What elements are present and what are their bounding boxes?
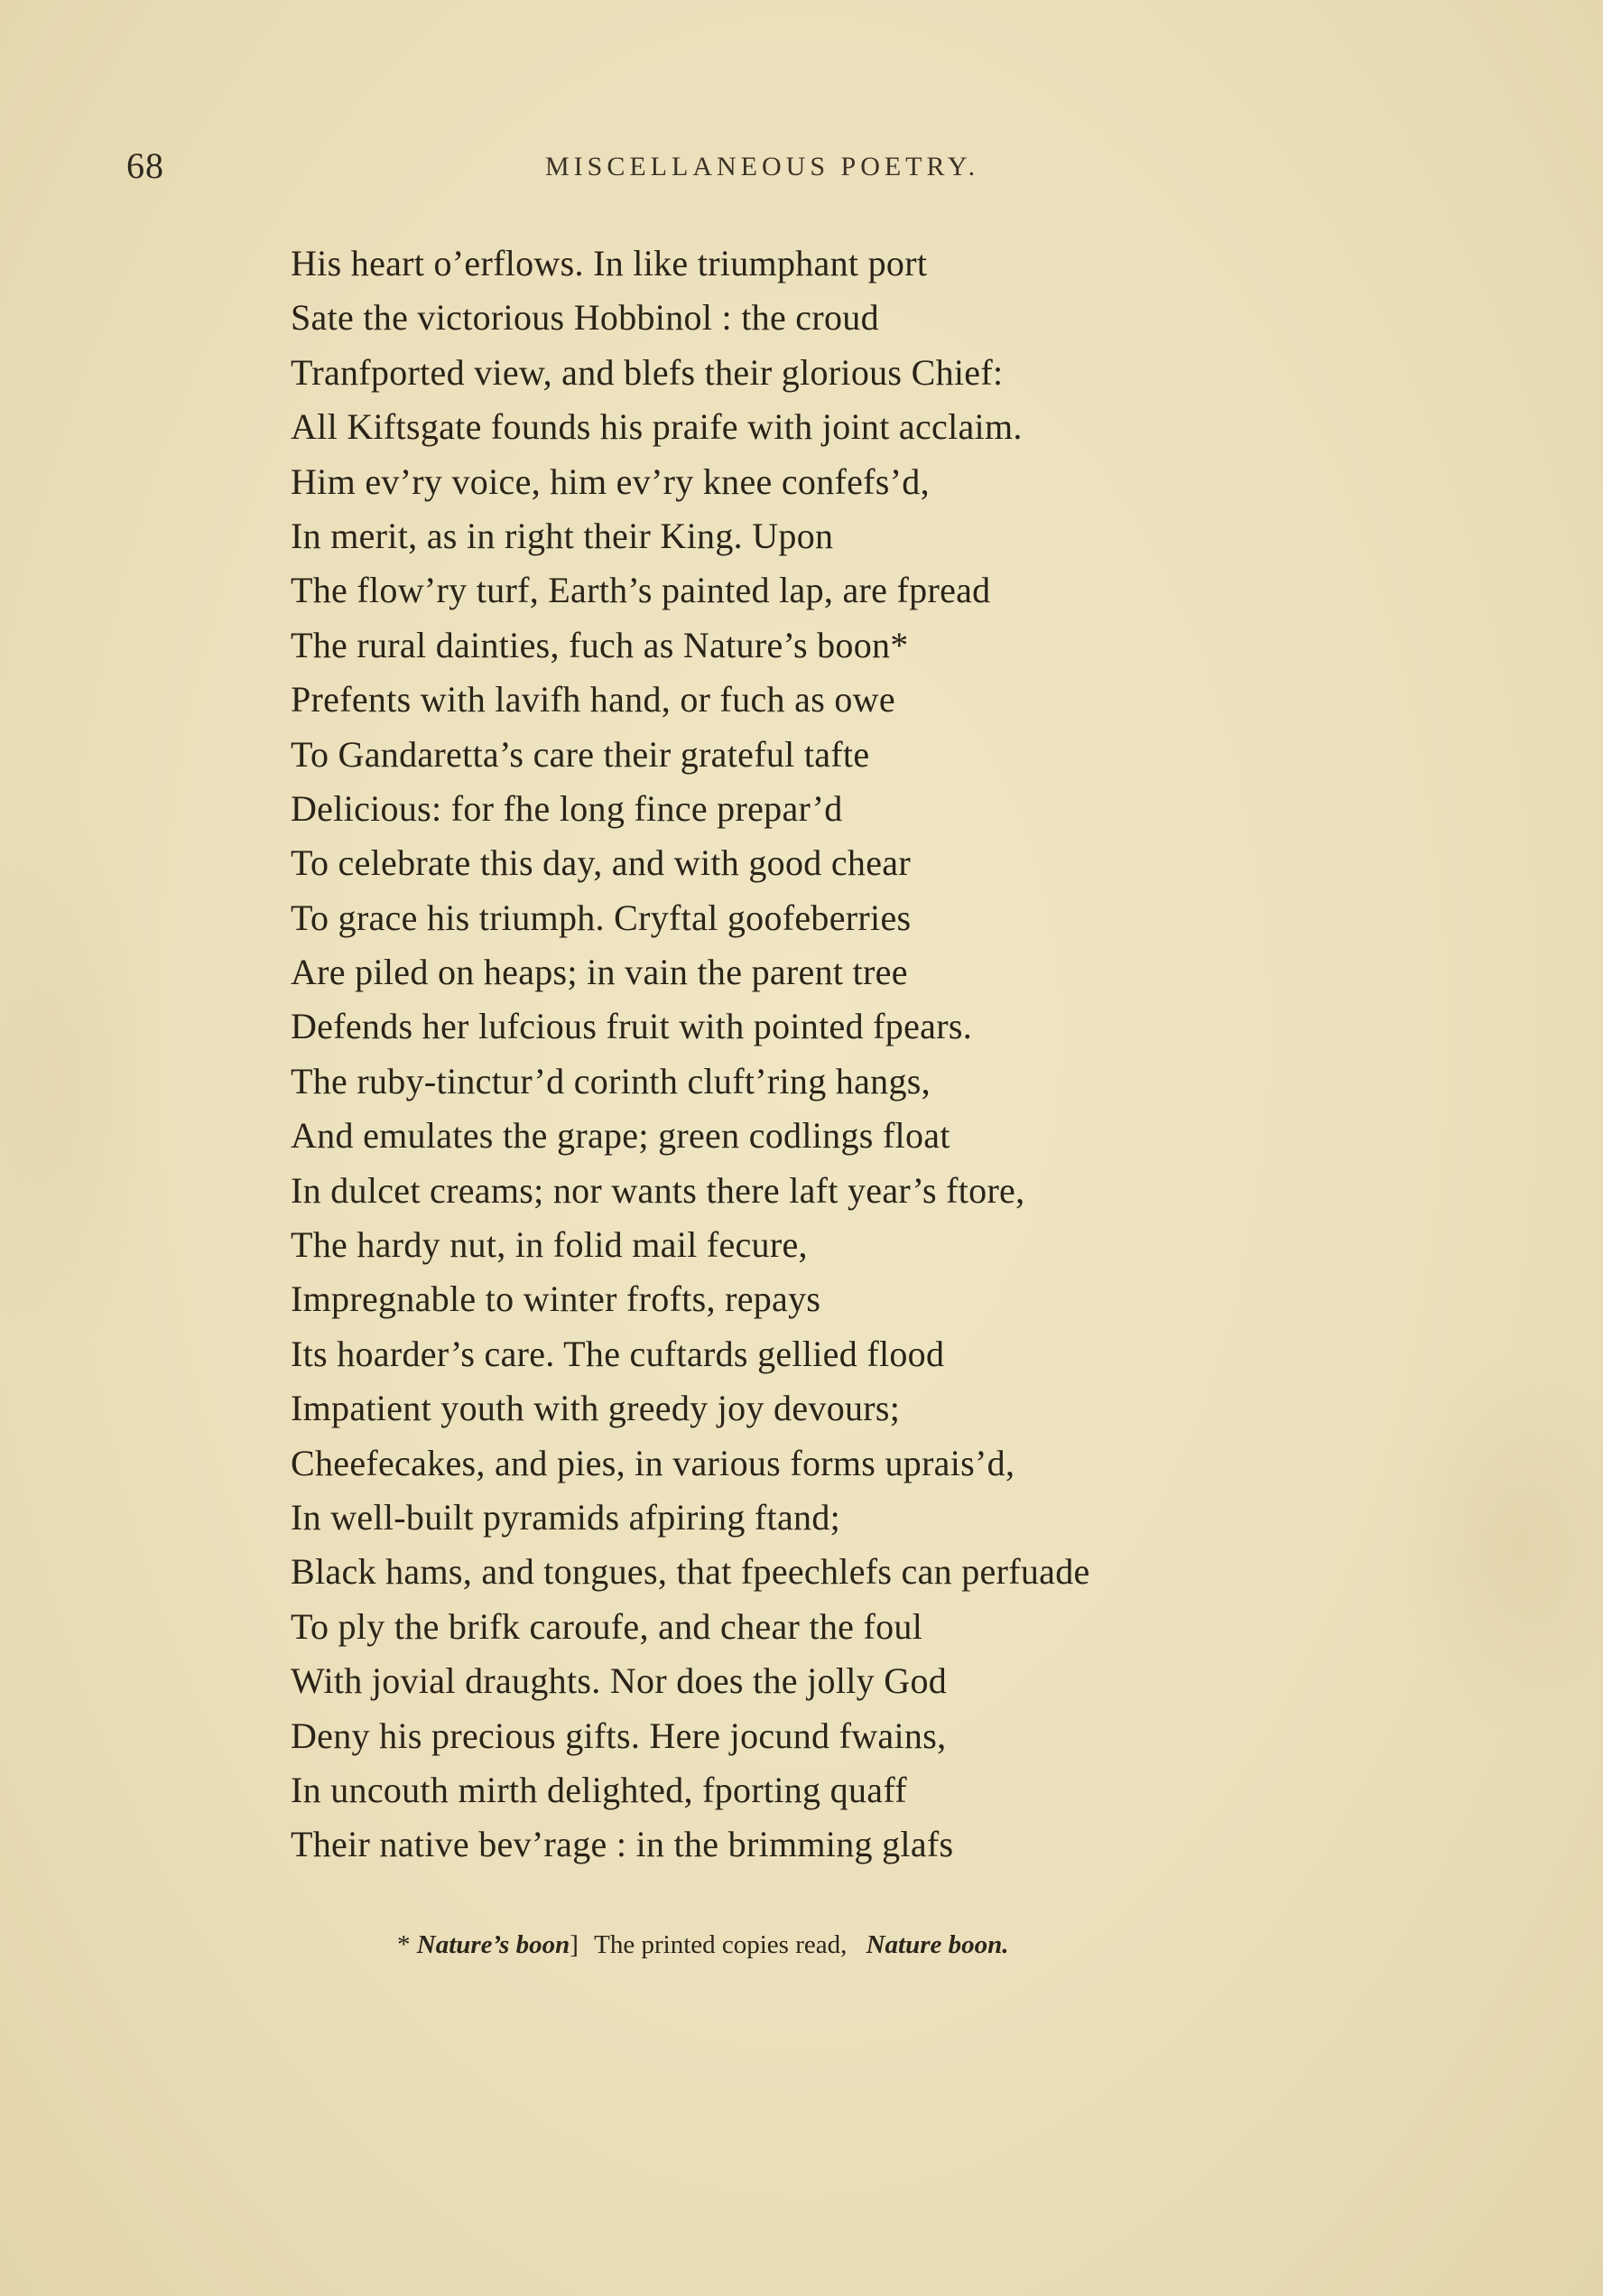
poem-line: To Gandaretta’s care their grateful tafte [291,733,870,775]
poem-line: Impregnable to winter frofts, repays [291,1278,821,1320]
poem-line: With jovial draughts. Nor does the jolly God [291,1660,948,1702]
poem-line: To grace his triumph. Cryftal goofeberries [291,897,912,938]
poem-line: In dulcet creams; nor wants there laft year’s ftore, [291,1169,1025,1211]
poem-line: Sate the victorious Hobbinol : the croud [291,297,879,339]
poem-line: Delicious: for fhe long fince prepar’d [291,787,843,829]
poem-line: In well-built pyramids afpiring ftand; [291,1496,841,1538]
poem-line: The rural dainties, fuch as Nature’s boon* [291,624,909,665]
poem-line: Prefents with lavifh hand, or fuch as owe [291,679,895,720]
footnote-bracket: ] [570,1930,579,1959]
footnote-lemma: Nature’s boon [416,1930,570,1959]
poem-line: Impatient youth with greedy joy devours; [291,1388,901,1429]
poem-line: In uncouth mirth delighted, fporting quaff [291,1769,907,1810]
poem-text [291,237,1090,1873]
running-head: MISCELLANEOUS POETRY. [545,152,980,181]
poem-line: Cheefecakes, and pies, in various forms uprais’d, [291,1442,1015,1483]
poem-line: Deny his precious gifts. Here jocund fwains, [291,1715,947,1756]
poem-line: The hardy nut, in folid mail fecure, [291,1224,808,1266]
poem-line: His heart o’erflows. In like triumphant port [291,243,928,284]
paper-stain [0,813,162,1354]
poem-line: Are piled on heaps; in vain the parent tree [291,952,908,993]
poem-line: In merit, as in right their King. Upon [291,515,834,556]
poem-line: To ply the brifk caroufe, and chear the foul [291,1605,923,1647]
paper-stain [1399,1354,1603,1734]
poem-line: Him ev’ry voice, him ev’ry knee confefs’d, [291,460,930,502]
poem-line: All Kiftsgate founds his praife with joint acclaim. [291,406,1023,448]
poem-line: To celebrate this day, and with good chear [291,842,911,884]
footnote-reading: Nature boon. [866,1930,1009,1959]
poem-line: Their native bev’rage : in the brimming glafs [291,1824,954,1865]
poem-line: The flow’ry turf, Earth’s painted lap, are fpread [291,570,991,611]
footnote-marker: * [397,1930,411,1959]
poem-line: The ruby-tinctur’d corinth cluft’ring hangs, [291,1060,931,1102]
poem-line: Tranfported view, and blefs their glorious Chief: [291,351,1004,393]
poem-line: Defends her lufcious fruit with pointed fpears. [291,1006,972,1047]
page-number: 68 [126,145,164,186]
footnote-text: The printed copies read, [594,1930,848,1959]
poem-line: Its hoarder’s care. The cuftards gellied flood [291,1333,945,1374]
poem-line: And emulates the grape; green codlings float [291,1115,950,1157]
footnote [397,1930,1009,1960]
poem-line: Black hams, and tongues, that fpeechlefs can perfuade [291,1551,1090,1593]
